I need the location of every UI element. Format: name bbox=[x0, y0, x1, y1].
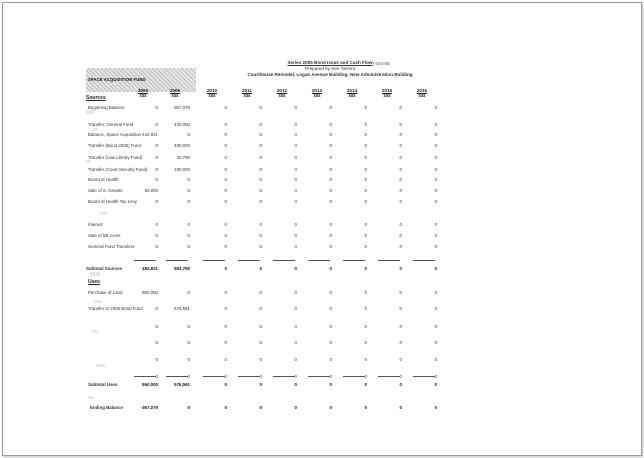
year-header: 2006 bbox=[169, 88, 181, 93]
year-header: 2015 bbox=[381, 88, 393, 93]
source-row-label: Sale of S. Granite bbox=[88, 188, 123, 193]
use-row-value: 0 bbox=[434, 306, 437, 311]
use-row-value: 0 bbox=[259, 290, 262, 295]
source-row-value: 0 bbox=[399, 222, 402, 227]
sources-heading: Sources bbox=[86, 95, 106, 101]
subtotal-uses-value: 0 bbox=[329, 382, 332, 387]
source-row-value: 0 bbox=[224, 188, 227, 193]
use-row-value: 0 bbox=[187, 357, 190, 362]
source-row-value: 0 bbox=[434, 105, 437, 110]
subtotal-sources-value: 0 bbox=[224, 266, 227, 271]
source-row-value: 0 bbox=[155, 177, 158, 182]
source-row-value: 0 bbox=[364, 199, 367, 204]
subtotal-rule bbox=[343, 376, 365, 377]
source-row-value: 0 bbox=[224, 177, 227, 182]
subtotal-uses-value: 576,561 bbox=[174, 382, 190, 387]
source-row-value: 0 bbox=[155, 222, 158, 227]
source-row-value: 0 bbox=[259, 143, 262, 148]
source-row-value: 0 bbox=[329, 105, 332, 110]
source-row-value: 0 bbox=[329, 122, 332, 127]
source-row-value: 0 bbox=[155, 105, 158, 110]
subtotal-uses-value: 0 bbox=[259, 382, 262, 387]
ending-balance-value: 0 bbox=[224, 405, 227, 410]
source-row-value: 0 bbox=[364, 222, 367, 227]
source-row-value: 0 bbox=[294, 244, 297, 249]
use-row-value: 0 bbox=[364, 357, 367, 362]
unit-header: $$$ bbox=[171, 93, 179, 98]
subtotal-rule bbox=[413, 376, 435, 377]
source-row-value: 0 bbox=[259, 105, 262, 110]
year-header: 2013 bbox=[311, 88, 323, 93]
source-row-value: 0 bbox=[329, 132, 332, 137]
use-row-value: 0 bbox=[399, 306, 402, 311]
ending-balance-label: Ending Balance bbox=[90, 405, 123, 410]
use-row-value: 0 bbox=[329, 306, 332, 311]
subtotal-rule bbox=[273, 260, 295, 261]
use-row-value: 0 bbox=[155, 306, 158, 311]
source-row-value: 0 bbox=[294, 167, 297, 172]
use-row-value: 0 bbox=[329, 374, 332, 379]
ending-balance-value: 0 bbox=[329, 405, 332, 410]
subtotal-sources-value: 0 bbox=[364, 266, 367, 271]
source-row-value: 0 bbox=[294, 222, 297, 227]
report-date: 7-Oct-05 bbox=[372, 61, 390, 66]
ending-balance-value: 0 bbox=[294, 405, 297, 410]
source-row-value: 0 bbox=[434, 155, 437, 160]
source-row-value: 0 bbox=[329, 177, 332, 182]
source-row-label: General Fund Transfers bbox=[88, 244, 135, 249]
subtotal-rule bbox=[378, 376, 400, 377]
subtotal-rule bbox=[203, 376, 225, 377]
source-row-value: 0 bbox=[187, 132, 190, 137]
scan-noise bbox=[92, 128, 98, 131]
use-row-value: 0 bbox=[364, 374, 367, 379]
year-header: 2011 bbox=[242, 88, 252, 93]
use-row-value: 0 bbox=[259, 340, 262, 345]
source-row-value: 0 bbox=[399, 199, 402, 204]
source-row-value: 420,000 bbox=[174, 122, 190, 127]
source-row-value: 0 bbox=[187, 233, 190, 238]
use-row-value: 0 bbox=[364, 290, 367, 295]
source-row-value: 0 bbox=[224, 199, 227, 204]
year-header: 2005 bbox=[137, 88, 149, 93]
use-row-value: 0 bbox=[224, 290, 227, 295]
source-row-value: 0 bbox=[329, 155, 332, 160]
use-row-value: 0 bbox=[399, 324, 402, 329]
source-row-value: 0 bbox=[187, 177, 190, 182]
source-row-value: 0 bbox=[399, 167, 402, 172]
source-row-value: 33,790 bbox=[176, 155, 190, 160]
scan-noise bbox=[100, 212, 107, 215]
uses-heading: Uses bbox=[88, 279, 100, 285]
source-row-value: 0 bbox=[294, 122, 297, 127]
use-row-value: 0 bbox=[259, 306, 262, 311]
use-row-value: 0 bbox=[224, 374, 227, 379]
year-header: 2012 bbox=[276, 88, 288, 93]
source-row-value: 0 bbox=[434, 199, 437, 204]
source-row-value: 0 bbox=[224, 132, 227, 137]
subtotal-rule bbox=[308, 376, 330, 377]
subtotal-rule bbox=[134, 376, 156, 377]
source-row-value: 0 bbox=[434, 233, 437, 238]
use-row-value: 0 bbox=[155, 374, 158, 379]
source-row-value: 0 bbox=[224, 105, 227, 110]
use-row-value: 0 bbox=[187, 374, 190, 379]
use-row-value: 0 bbox=[434, 324, 437, 329]
source-row-value: 0 bbox=[434, 222, 437, 227]
source-row-value: 0 bbox=[399, 233, 402, 238]
source-row-value: 0 bbox=[259, 222, 262, 227]
source-row-label: Beginning Balance bbox=[88, 105, 125, 110]
source-row-label: Balance, Space Acquisition bbox=[88, 132, 141, 137]
scan-noise bbox=[94, 300, 102, 303]
source-row-value: 0 bbox=[155, 122, 158, 127]
subtotal-rule bbox=[273, 376, 295, 377]
use-row-value: 0 bbox=[364, 340, 367, 345]
source-row-value: 0 bbox=[329, 167, 332, 172]
source-row-value: 0 bbox=[399, 177, 402, 182]
source-row-value: 0 bbox=[155, 143, 158, 148]
source-row-label: Transfer, General Fund bbox=[88, 122, 134, 127]
subtotal-rule bbox=[134, 260, 156, 261]
source-row-value: 0 bbox=[294, 143, 297, 148]
source-row-label: Sale of 5B Acres bbox=[88, 233, 121, 238]
source-row-value: 0 bbox=[434, 132, 437, 137]
source-row-value: 0 bbox=[364, 155, 367, 160]
subtotal-rule bbox=[378, 260, 400, 261]
use-row-value: 0 bbox=[224, 340, 227, 345]
unit-header: $$$ bbox=[418, 93, 426, 98]
source-row-value: 0 bbox=[434, 177, 437, 182]
use-row-value: 0 bbox=[399, 374, 402, 379]
use-row-value: 0 bbox=[364, 306, 367, 311]
use-row-value: 0 bbox=[329, 324, 332, 329]
use-row-value: 0 bbox=[187, 290, 190, 295]
source-row-value: 0 bbox=[399, 105, 402, 110]
source-row-value: 0 bbox=[259, 167, 262, 172]
source-row-value: 0 bbox=[434, 244, 437, 249]
source-row-label: Transfer (Court Security Fund) bbox=[88, 167, 148, 172]
source-row-value: -367,079 bbox=[172, 105, 190, 110]
unit-header: $$$ bbox=[243, 93, 251, 98]
source-row-value: 0 bbox=[259, 155, 262, 160]
use-row-value: 0 bbox=[155, 340, 158, 345]
use-row-value: 0 bbox=[187, 324, 190, 329]
subtotal-uses-value: 0 bbox=[364, 382, 367, 387]
ending-balance-value: 0 bbox=[434, 405, 437, 410]
subtotal-uses-value: 0 bbox=[399, 382, 402, 387]
prepared-by: Prepared by Ken Tarrent bbox=[305, 66, 355, 71]
source-row-value: 0 bbox=[155, 199, 158, 204]
use-row-value: 0 bbox=[364, 324, 367, 329]
use-row-value: 0 bbox=[434, 357, 437, 362]
ending-balance-value: 0 bbox=[259, 405, 262, 410]
source-row-value: 0 bbox=[259, 177, 262, 182]
use-row-value: 0 bbox=[224, 324, 227, 329]
use-row-value: 0 bbox=[434, 290, 437, 295]
use-row-value: 0 bbox=[399, 290, 402, 295]
scan-noise bbox=[88, 396, 94, 399]
source-row-value: 0 bbox=[155, 167, 158, 172]
source-row-value: 0 bbox=[364, 233, 367, 238]
unit-header: $$$ bbox=[139, 93, 147, 98]
year-header: 2016 bbox=[416, 88, 428, 93]
unit-header: $$$ bbox=[313, 93, 321, 98]
subtotal-rule bbox=[238, 376, 260, 377]
use-row-value: 0 bbox=[434, 374, 437, 379]
subtotal-rule bbox=[166, 260, 188, 261]
source-row-value: 0 bbox=[259, 122, 262, 127]
source-row-value: 0 bbox=[224, 167, 227, 172]
use-row-value: 0 bbox=[187, 340, 190, 345]
subtotal-uses-value: 0 bbox=[434, 382, 437, 387]
source-row-value: 0 bbox=[155, 155, 158, 160]
scan-noise bbox=[86, 110, 94, 114]
source-row-value: 0 bbox=[364, 105, 367, 110]
use-row-value: 0 bbox=[294, 306, 297, 311]
source-row-value: 50,000 bbox=[144, 188, 158, 193]
subtotal-sources-value: 0 bbox=[259, 266, 262, 271]
use-row-label: Purchase of Land bbox=[88, 290, 123, 295]
source-row-value: 0 bbox=[224, 222, 227, 227]
use-row-value: 0 bbox=[294, 340, 297, 345]
subtotal-sources-label: Subtotal Sources bbox=[86, 266, 123, 271]
subtotal-sources-value: 0 bbox=[294, 266, 297, 271]
subtotal-sources-value: 0 bbox=[434, 266, 437, 271]
source-row-value: 0 bbox=[187, 244, 190, 249]
subtotal-rule bbox=[166, 376, 188, 377]
subtotal-rule bbox=[413, 260, 435, 261]
source-row-value: 0 bbox=[399, 143, 402, 148]
source-row-value: 0 bbox=[364, 167, 367, 172]
use-row-value: 0 bbox=[259, 324, 262, 329]
subtotal-uses-value: 860,000 bbox=[142, 382, 158, 387]
source-row-value: 0 bbox=[399, 132, 402, 137]
source-row-value: 0 bbox=[224, 155, 227, 160]
unit-header: $$$ bbox=[348, 93, 356, 98]
subtotal-rule bbox=[203, 260, 225, 261]
source-row-value: 0 bbox=[364, 188, 367, 193]
use-row-value: 0 bbox=[224, 357, 227, 362]
source-row-label: Board of Health bbox=[88, 177, 119, 182]
use-row-value: 0 bbox=[294, 357, 297, 362]
source-row-value: 400,000 bbox=[174, 143, 190, 148]
subtotal-sources-value: 0 bbox=[399, 266, 402, 271]
source-row-value: 0 bbox=[364, 122, 367, 127]
source-row-value: 0 bbox=[155, 244, 158, 249]
scan-noise bbox=[90, 272, 100, 276]
report-title: Series 2005 Bond Issue and Cash Flow bbox=[287, 60, 373, 65]
subtotal-uses-label: Subtotal Uses bbox=[88, 382, 118, 387]
source-row-value: 0 bbox=[259, 199, 262, 204]
subtotal-sources-value: 0 bbox=[329, 266, 332, 271]
source-row-value: 0 bbox=[155, 233, 158, 238]
source-row-value: 0 bbox=[224, 143, 227, 148]
use-row-value: 0 bbox=[224, 306, 227, 311]
use-row-value: 0 bbox=[294, 374, 297, 379]
source-row-label: Interest bbox=[88, 222, 103, 227]
source-row-value: 442,921 bbox=[142, 132, 158, 137]
source-row-value: 0 bbox=[294, 233, 297, 238]
source-row-value: 0 bbox=[329, 143, 332, 148]
use-row-value: 0 bbox=[155, 324, 158, 329]
source-row-value: 0 bbox=[294, 155, 297, 160]
subtotal-sources-value: 553,790 bbox=[174, 266, 190, 271]
ending-balance-value: 0 bbox=[187, 405, 190, 410]
source-row-value: 0 bbox=[399, 188, 402, 193]
use-row-value: 0 bbox=[155, 357, 158, 362]
source-row-value: 0 bbox=[259, 233, 262, 238]
use-row-value: 860,000 bbox=[142, 290, 158, 295]
use-row-value: 0 bbox=[399, 357, 402, 362]
source-row-value: 0 bbox=[294, 199, 297, 204]
source-row-value: 0 bbox=[224, 122, 227, 127]
source-row-value: 0 bbox=[399, 244, 402, 249]
ending-balance-value: 0 bbox=[364, 405, 367, 410]
unit-header: $$$ bbox=[278, 93, 286, 98]
source-row-value: 0 bbox=[224, 244, 227, 249]
source-row-value: 0 bbox=[364, 132, 367, 137]
source-row-value: 0 bbox=[259, 244, 262, 249]
subtotal-uses-value: 0 bbox=[224, 382, 227, 387]
report-subtitle: Courthouse Remodel, Logan Avenue Building, New Administration Building bbox=[247, 72, 413, 77]
source-row-value: 0 bbox=[187, 222, 190, 227]
scan-noise bbox=[96, 364, 105, 367]
source-row-value: 0 bbox=[329, 222, 332, 227]
ending-balance-value: 0 bbox=[399, 405, 402, 410]
source-row-value: 0 bbox=[364, 244, 367, 249]
use-row-value: 0 bbox=[294, 290, 297, 295]
use-row-value: 0 bbox=[259, 357, 262, 362]
source-row-value: 0 bbox=[329, 199, 332, 204]
use-row-value: 0 bbox=[294, 324, 297, 329]
source-row-value: 0 bbox=[364, 177, 367, 182]
source-row-value: 0 bbox=[364, 143, 367, 148]
source-row-label: Transfer (Bond 2005) Fund bbox=[88, 143, 141, 148]
source-row-label: Transfer (Law Library Fund) bbox=[88, 155, 143, 160]
unit-header: $$$ bbox=[383, 93, 391, 98]
scan-noise bbox=[86, 160, 91, 163]
use-row-value: 0 bbox=[399, 340, 402, 345]
source-row-value: 100,000 bbox=[174, 167, 190, 172]
use-row-value: 0 bbox=[259, 374, 262, 379]
source-row-value: 0 bbox=[294, 188, 297, 193]
use-row-value: 0 bbox=[329, 340, 332, 345]
ending-balance-value: -367,079 bbox=[140, 405, 158, 410]
source-row-value: 0 bbox=[399, 155, 402, 160]
unit-header: $$$ bbox=[208, 93, 216, 98]
subtotal-rule bbox=[343, 260, 365, 261]
source-row-value: 0 bbox=[187, 199, 190, 204]
subtotal-rule bbox=[308, 260, 330, 261]
source-row-value: 0 bbox=[434, 167, 437, 172]
source-row-value: 0 bbox=[294, 132, 297, 137]
source-row-value: 0 bbox=[259, 188, 262, 193]
subtotal-uses-value: 0 bbox=[294, 382, 297, 387]
source-row-value: 0 bbox=[294, 177, 297, 182]
use-row-value: 576,561 bbox=[174, 306, 190, 311]
source-row-value: 0 bbox=[329, 233, 332, 238]
year-header: 2010 bbox=[206, 88, 218, 93]
source-row-value: 0 bbox=[294, 105, 297, 110]
source-row-value: 0 bbox=[329, 244, 332, 249]
use-row-label: Transfer to 2005 Bond Fund bbox=[88, 306, 143, 311]
source-row-label: Board of Health Tax Levy bbox=[88, 199, 137, 204]
source-row-value: 0 bbox=[434, 188, 437, 193]
subtotal-rule bbox=[238, 260, 260, 261]
source-row-value: 0 bbox=[259, 132, 262, 137]
source-row-value: 0 bbox=[399, 122, 402, 127]
use-row-value: 0 bbox=[434, 340, 437, 345]
scan-noise bbox=[92, 330, 98, 333]
source-row-value: 0 bbox=[329, 188, 332, 193]
source-row-value: 0 bbox=[187, 188, 190, 193]
source-row-value: 0 bbox=[434, 143, 437, 148]
year-header: 2014 bbox=[346, 88, 358, 93]
fund-label: SPACE ACQUISITION FUND bbox=[88, 77, 146, 82]
use-row-value: 0 bbox=[329, 290, 332, 295]
use-row-value: 0 bbox=[329, 357, 332, 362]
subtotal-sources-value: 492,921 bbox=[142, 266, 158, 271]
source-row-value: 0 bbox=[224, 233, 227, 238]
source-row-value: 0 bbox=[434, 122, 437, 127]
